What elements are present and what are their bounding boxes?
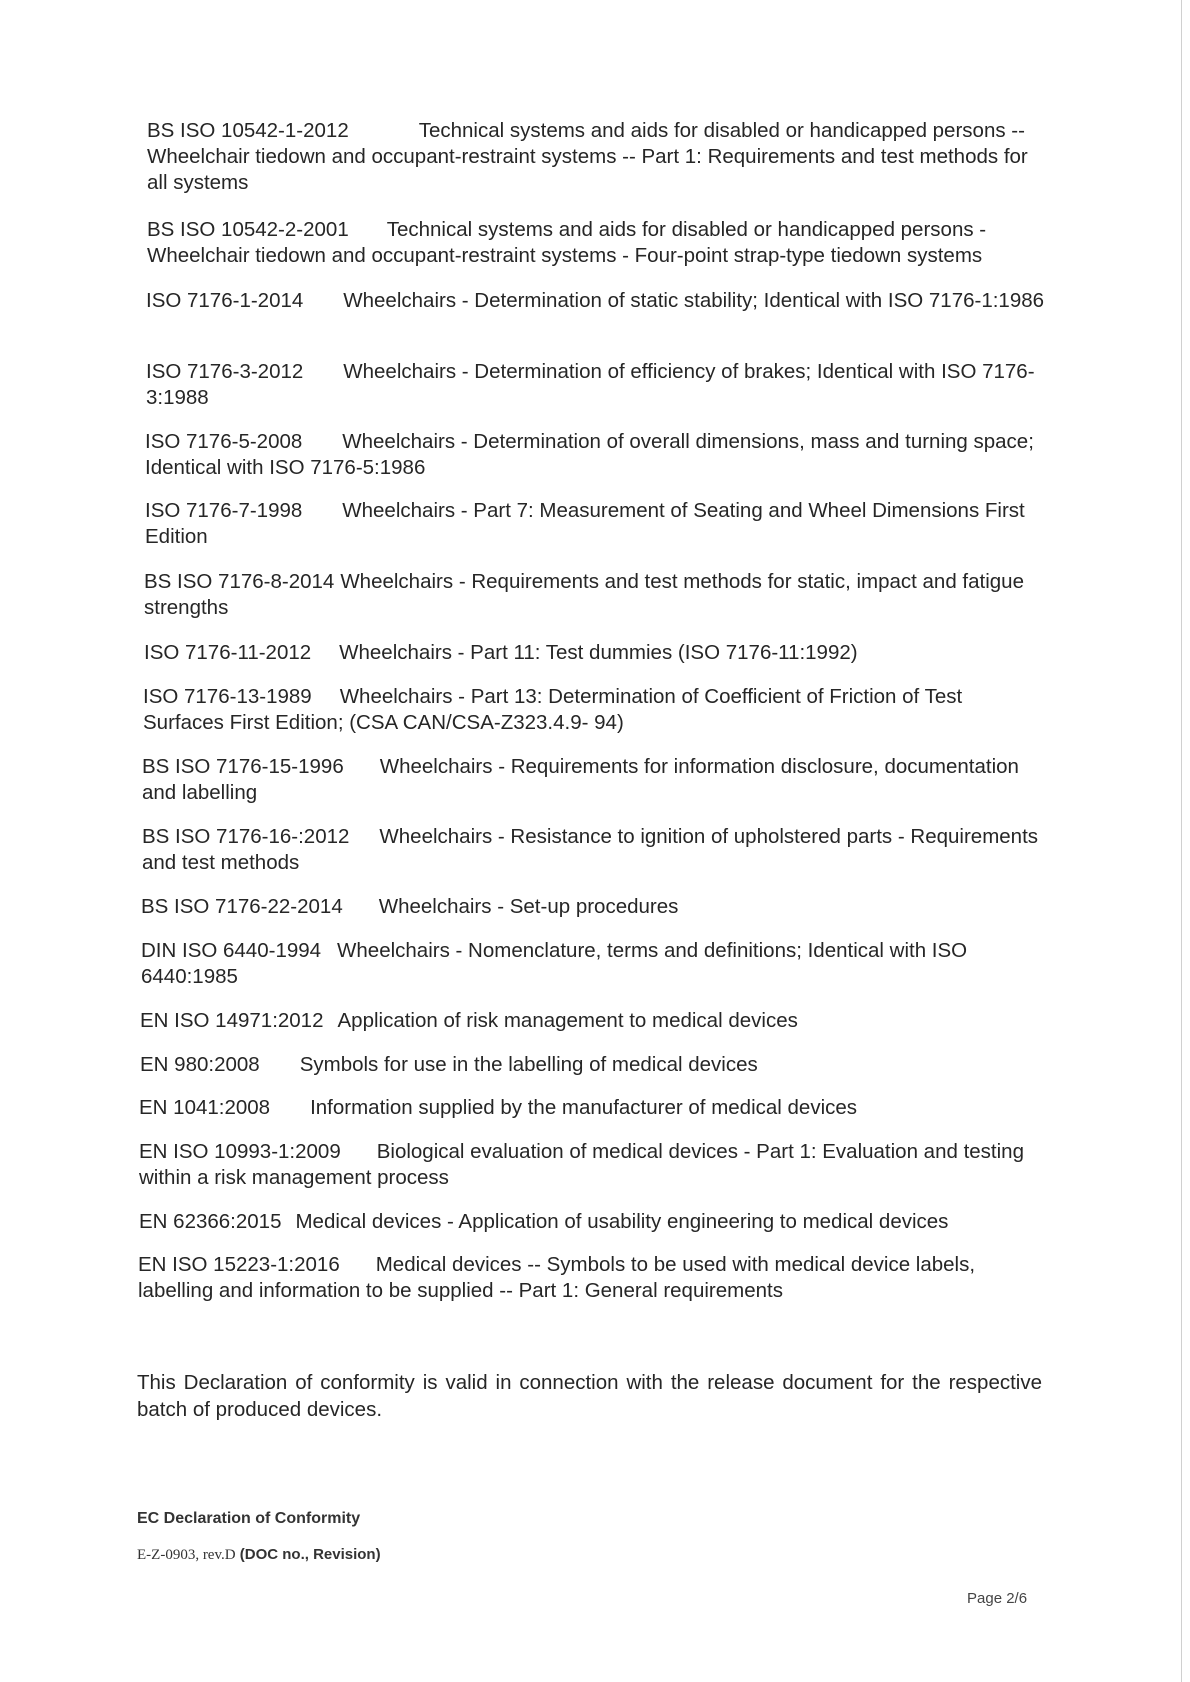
doc-note: (DOC no., Revision): [239, 1546, 381, 1563]
standard-code: ISO 7176-3-2012: [146, 360, 304, 383]
standard-entry: [141, 894, 1046, 920]
standard-entry: [146, 359, 1051, 411]
standard-title: Symbols for use in the labelling of medical devices: [299, 1053, 758, 1076]
standard-entry: [147, 217, 1052, 269]
standard-entry: [145, 429, 1050, 481]
doc-code: E-Z-0903, rev.D: [137, 1547, 236, 1563]
standard-code: BS ISO 10542-1-2012: [147, 119, 349, 142]
footer-doc-reference: [137, 1546, 381, 1564]
standard-title: Wheelchairs - Requirements for information disclosure, documentation and labelling: [142, 755, 1019, 804]
footer-title: EC Declaration of Conformity: [137, 1510, 361, 1527]
standard-title: Wheelchairs - Resistance to ignition of upholstered parts - Requirements and test methods: [142, 825, 1039, 874]
standard-entry: [145, 498, 1050, 550]
standard-title: Wheelchairs - Determination of static stability; Identical with ISO 7176-1:1986: [343, 289, 1045, 312]
standard-code: EN ISO 10993-1:2009: [139, 1140, 341, 1163]
standard-entry: [141, 938, 1046, 990]
standard-title: Biological evaluation of medical devices - Part 1: Evaluation and testing within a risk management process: [139, 1140, 1024, 1189]
standard-entry: [147, 118, 1052, 196]
closing-statement: This Declaration of conformity is valid in connection with the release document for the respective batch of produced devices.: [137, 1371, 1042, 1421]
standard-entry: [139, 1095, 1044, 1121]
standard-code: EN ISO 15223-1:2016: [138, 1253, 340, 1276]
standard-code: EN 1041:2008: [139, 1096, 271, 1119]
standard-entry: [144, 569, 1049, 621]
standard-entry: [139, 1209, 1044, 1235]
standard-entry: [146, 288, 1051, 314]
standard-title: Medical devices -- Symbols to be used with medical device labels, labelling and information to be supplied -- Part 1: General requirements: [138, 1253, 976, 1302]
standard-code: BS ISO 7176-22-2014: [141, 895, 343, 918]
standard-code: EN 62366:2015: [139, 1210, 282, 1233]
standard-entry: [142, 824, 1047, 876]
page-number: Page 2/6: [967, 1590, 1028, 1607]
standard-title: Technical systems and aids for disabled or handicapped persons -- Wheelchair tiedown and occupant-restraint systems -- Part 1: Requirements and test methods for all systems: [147, 119, 1028, 194]
standard-title: Technical systems and aids for disabled or handicapped persons - Wheelchair tiedown and occupant-restraint systems - Four-point strap-type tiedown systems: [147, 218, 987, 267]
standard-title: Wheelchairs - Nomenclature, terms and definitions; Identical with ISO 6440:1985: [141, 939, 968, 988]
standard-entry: [140, 1008, 1045, 1034]
page-edge-line: [1181, 0, 1182, 1682]
standard-entry: [142, 754, 1047, 806]
standard-title: Wheelchairs - Part 11: Test dummies (ISO 7176-11:1992): [339, 641, 858, 664]
standard-title: Wheelchairs - Part 13: Determination of Coefficient of Friction of Test Surfaces First Edition; (CSA CAN/CSA-Z323.4.9- 94): [143, 685, 963, 734]
standard-title: Wheelchairs - Requirements and test methods for static, impact and fatigue strengths: [144, 570, 1024, 619]
standard-title: Wheelchairs - Determination of overall dimensions, mass and turning space; Identical with ISO 7176-5:1986: [145, 430, 1034, 479]
standard-entry: [144, 640, 1049, 666]
standard-entry: [139, 1139, 1044, 1191]
standard-code: ISO 7176-5-2008: [145, 430, 303, 453]
standard-code: ISO 7176-7-1998: [145, 499, 303, 522]
standard-entry: [138, 1252, 1043, 1304]
standard-title: Wheelchairs - Determination of efficiency of brakes; Identical with ISO 7176-3:1988: [146, 360, 1035, 409]
standard-code: ISO 7176-13-1989: [143, 685, 312, 708]
standard-code: ISO 7176-11-2012: [144, 641, 312, 664]
standard-code: BS ISO 7176-8-2014: [144, 570, 335, 593]
standard-title: Information supplied by the manufacturer of medical devices: [310, 1096, 858, 1119]
standard-code: BS ISO 7176-16-:2012: [142, 825, 350, 848]
standard-entry: [140, 1052, 1045, 1078]
standard-code: BS ISO 10542-2-2001: [147, 218, 349, 241]
standard-title: Application of risk management to medical devices: [337, 1009, 798, 1032]
standard-entry: [143, 684, 1048, 736]
standard-title: Wheelchairs - Part 7: Measurement of Seating and Wheel Dimensions First Edition: [145, 499, 1025, 548]
standard-code: ISO 7176-1-2014: [146, 289, 304, 312]
standard-code: EN ISO 14971:2012: [140, 1009, 324, 1032]
standard-title: Medical devices - Application of usability engineering to medical devices: [295, 1210, 949, 1233]
standard-code: BS ISO 7176-15-1996: [142, 755, 344, 778]
standard-code: EN 980:2008: [140, 1053, 260, 1076]
standard-code: DIN ISO 6440-1994: [141, 939, 322, 962]
standard-title: Wheelchairs - Set-up procedures: [378, 895, 679, 918]
